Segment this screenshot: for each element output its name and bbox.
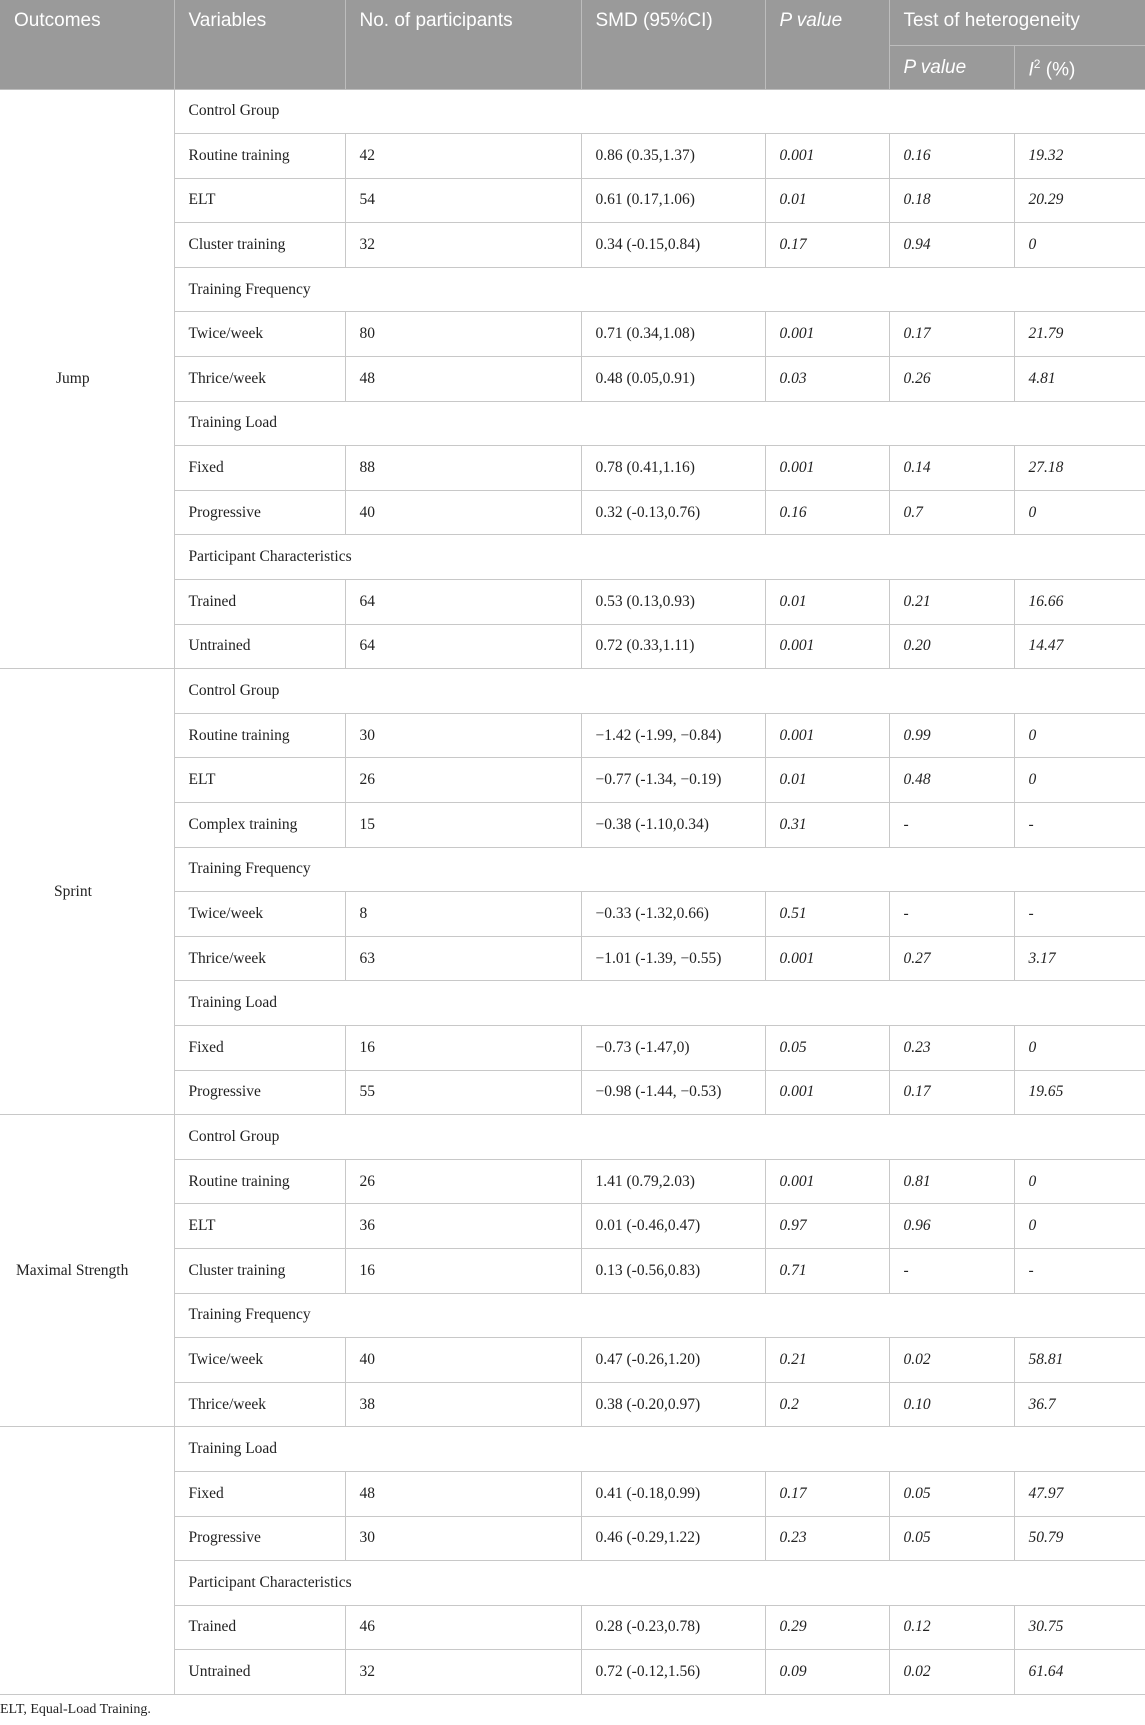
het-p-value-cell: 0.14: [889, 446, 1014, 491]
header-i2: [1014, 45, 1145, 89]
het-p-value-cell: 0.23: [889, 1025, 1014, 1070]
participants-cell: 40: [345, 1338, 581, 1383]
het-p-value-cell: 0.18: [889, 178, 1014, 223]
section-label: Participant Characteristics: [174, 535, 1145, 580]
smd-cell: 0.78 (0.41,1.16): [581, 446, 765, 491]
outcome-cell-maximal-strength: [0, 1115, 174, 1427]
p-value-cell: 0.09: [765, 1650, 889, 1695]
variable-cell: ELT: [174, 1204, 345, 1249]
i2-cell: 50.79: [1014, 1516, 1145, 1561]
i2-cell: 0: [1014, 1025, 1145, 1070]
section-row: [0, 89, 1145, 134]
p-value-cell: 0.17: [765, 1471, 889, 1516]
p-value-cell: 0.2: [765, 1382, 889, 1427]
i2-cell: 0: [1014, 1159, 1145, 1204]
participants-cell: 48: [345, 1471, 581, 1516]
participants-cell: 42: [345, 134, 581, 179]
variable-cell: Complex training: [174, 803, 345, 848]
het-p-value-cell: 0.21: [889, 580, 1014, 625]
participants-cell: 8: [345, 892, 581, 937]
smd-cell: 0.41 (-0.18,0.99): [581, 1471, 765, 1516]
smd-cell: −1.42 (-1.99, −0.84): [581, 713, 765, 758]
smd-cell: −0.38 (-1.10,0.34): [581, 803, 765, 848]
participants-cell: 88: [345, 446, 581, 491]
i2-cell: 19.32: [1014, 134, 1145, 179]
p-value-cell: 0.001: [765, 713, 889, 758]
het-p-value-cell: 0.96: [889, 1204, 1014, 1249]
header-outcomes: Outcomes: [0, 0, 174, 89]
outcome-label-maximal-strength: Maximal Strength: [16, 1261, 129, 1279]
p-value-cell: 0.001: [765, 446, 889, 491]
i2-cell: 16.66: [1014, 580, 1145, 625]
i2-cell: 47.97: [1014, 1471, 1145, 1516]
variable-cell: Routine training: [174, 134, 345, 179]
section-label: Control Group: [174, 669, 1145, 714]
section-label: Training Frequency: [174, 847, 1145, 892]
variable-cell: Cluster training: [174, 1248, 345, 1293]
header-smd: SMD (95%CI): [581, 0, 765, 89]
p-value-cell: 0.001: [765, 624, 889, 669]
i2-cell: 36.7: [1014, 1382, 1145, 1427]
section-label: Control Group: [174, 89, 1145, 134]
participants-cell: 54: [345, 178, 581, 223]
p-value-cell: 0.001: [765, 312, 889, 357]
participants-cell: 15: [345, 803, 581, 848]
outcome-label-jump: Jump: [56, 369, 90, 387]
participants-cell: 46: [345, 1605, 581, 1650]
header-p-value-text: P value: [779, 10, 843, 31]
p-value-cell: 0.01: [765, 580, 889, 625]
smd-cell: 0.34 (-0.15,0.84): [581, 223, 765, 268]
smd-cell: 0.53 (0.13,0.93): [581, 580, 765, 625]
i2-cell: 27.18: [1014, 446, 1145, 491]
i2-cell: -: [1014, 1248, 1145, 1293]
p-value-cell: 0.97: [765, 1204, 889, 1249]
i2-cell: -: [1014, 892, 1145, 937]
outcome-cell-blank: [0, 1427, 174, 1695]
section-label: Participant Characteristics: [174, 1561, 1145, 1606]
p-value-cell: 0.01: [765, 178, 889, 223]
participants-cell: 30: [345, 713, 581, 758]
variable-cell: Twice/week: [174, 892, 345, 937]
het-p-value-cell: -: [889, 892, 1014, 937]
section-row: [0, 1427, 1145, 1472]
p-value-cell: 0.23: [765, 1516, 889, 1561]
het-p-value-cell: 0.99: [889, 713, 1014, 758]
p-value-cell: 0.001: [765, 936, 889, 981]
p-value-cell: 0.71: [765, 1248, 889, 1293]
section-label: Training Load: [174, 981, 1145, 1026]
smd-cell: 0.61 (0.17,1.06): [581, 178, 765, 223]
het-p-value-cell: -: [889, 803, 1014, 848]
table-header: [0, 0, 1145, 89]
participants-cell: 36: [345, 1204, 581, 1249]
variable-cell: Untrained: [174, 1650, 345, 1695]
het-p-value-cell: 0.81: [889, 1159, 1014, 1204]
smd-cell: −0.73 (-1.47,0): [581, 1025, 765, 1070]
i2-cell: -: [1014, 803, 1145, 848]
participants-cell: 16: [345, 1025, 581, 1070]
participants-cell: 38: [345, 1382, 581, 1427]
participants-cell: 55: [345, 1070, 581, 1115]
i2-cell: 0: [1014, 490, 1145, 535]
smd-cell: 0.72 (0.33,1.11): [581, 624, 765, 669]
het-p-value-cell: 0.20: [889, 624, 1014, 669]
section-row: [0, 669, 1145, 714]
variable-cell: Trained: [174, 580, 345, 625]
variable-cell: Trained: [174, 1605, 345, 1650]
het-p-value-cell: 0.94: [889, 223, 1014, 268]
het-p-value-cell: 0.10: [889, 1382, 1014, 1427]
variable-cell: Routine training: [174, 1159, 345, 1204]
smd-cell: 0.71 (0.34,1.08): [581, 312, 765, 357]
p-value-cell: 0.001: [765, 134, 889, 179]
variable-cell: ELT: [174, 178, 345, 223]
p-value-cell: 0.001: [765, 1159, 889, 1204]
table-footnote: ELT, Equal-Load Training.: [0, 1702, 151, 1717]
smd-cell: 0.72 (-0.12,1.56): [581, 1650, 765, 1695]
smd-cell: −0.33 (-1.32,0.66): [581, 892, 765, 937]
variable-cell: Progressive: [174, 1070, 345, 1115]
variable-cell: Thrice/week: [174, 936, 345, 981]
section-label: Training Frequency: [174, 267, 1145, 312]
i2-cell: 20.29: [1014, 178, 1145, 223]
smd-cell: 0.38 (-0.20,0.97): [581, 1382, 765, 1427]
section-row: [0, 1115, 1145, 1160]
p-value-cell: 0.001: [765, 1070, 889, 1115]
i2-cell: 14.47: [1014, 624, 1145, 669]
smd-cell: −0.98 (-1.44, −0.53): [581, 1070, 765, 1115]
participants-cell: 64: [345, 580, 581, 625]
variable-cell: Thrice/week: [174, 357, 345, 402]
variable-cell: Fixed: [174, 446, 345, 491]
het-p-value-cell: 0.05: [889, 1471, 1014, 1516]
participants-cell: 32: [345, 223, 581, 268]
table-body: [0, 89, 1145, 1694]
i2-cell: 4.81: [1014, 357, 1145, 402]
het-p-value-cell: 0.17: [889, 312, 1014, 357]
het-p-value-cell: 0.16: [889, 134, 1014, 179]
p-value-cell: 0.01: [765, 758, 889, 803]
het-p-value-cell: 0.02: [889, 1650, 1014, 1695]
participants-cell: 64: [345, 624, 581, 669]
het-p-value-cell: 0.05: [889, 1516, 1014, 1561]
i2-cell: 0: [1014, 713, 1145, 758]
i2-cell: 0: [1014, 1204, 1145, 1249]
outcome-label-sprint: Sprint: [54, 882, 92, 900]
participants-cell: 26: [345, 1159, 581, 1204]
het-p-value-cell: 0.02: [889, 1338, 1014, 1383]
header-p-value: [765, 0, 889, 89]
header-variables: Variables: [174, 0, 345, 89]
participants-cell: 30: [345, 1516, 581, 1561]
i2-cell: 3.17: [1014, 936, 1145, 981]
smd-cell: 0.32 (-0.13,0.76): [581, 490, 765, 535]
section-label: Training Frequency: [174, 1293, 1145, 1338]
variable-cell: Routine training: [174, 713, 345, 758]
smd-cell: 0.28 (-0.23,0.78): [581, 1605, 765, 1650]
i2-cell: 58.81: [1014, 1338, 1145, 1383]
variable-cell: Thrice/week: [174, 1382, 345, 1427]
participants-cell: 80: [345, 312, 581, 357]
p-value-cell: 0.29: [765, 1605, 889, 1650]
smd-cell: 0.48 (0.05,0.91): [581, 357, 765, 402]
header-i2-letter: I: [1028, 58, 1034, 80]
outcome-cell-jump: [0, 89, 174, 669]
smd-cell: −0.77 (-1.34, −0.19): [581, 758, 765, 803]
het-p-value-cell: 0.48: [889, 758, 1014, 803]
section-label: Training Load: [174, 1427, 1145, 1472]
p-value-cell: 0.31: [765, 803, 889, 848]
header-het-p-value: [889, 45, 1014, 89]
participants-cell: 63: [345, 936, 581, 981]
smd-cell: 0.86 (0.35,1.37): [581, 134, 765, 179]
het-p-value-cell: 0.27: [889, 936, 1014, 981]
het-p-value-cell: 0.26: [889, 357, 1014, 402]
i2-cell: 0: [1014, 223, 1145, 268]
header-het-p-value-text: P value: [903, 56, 967, 78]
participants-cell: 48: [345, 357, 581, 402]
variable-cell: Twice/week: [174, 1338, 345, 1383]
i2-cell: 61.64: [1014, 1650, 1145, 1695]
header-i2-unit: (%): [1040, 58, 1076, 80]
smd-cell: 0.01 (-0.46,0.47): [581, 1204, 765, 1249]
participants-cell: 16: [345, 1248, 581, 1293]
i2-cell: 19.65: [1014, 1070, 1145, 1115]
header-i2-sup: 2: [1033, 56, 1041, 71]
variable-cell: Fixed: [174, 1025, 345, 1070]
variable-cell: Progressive: [174, 1516, 345, 1561]
section-label: Training Load: [174, 401, 1145, 446]
smd-cell: 1.41 (0.79,2.03): [581, 1159, 765, 1204]
section-label: Control Group: [174, 1115, 1145, 1160]
p-value-cell: 0.17: [765, 223, 889, 268]
i2-cell: 0: [1014, 758, 1145, 803]
participants-cell: 40: [345, 490, 581, 535]
variable-cell: Progressive: [174, 490, 345, 535]
variable-cell: Untrained: [174, 624, 345, 669]
smd-cell: 0.13 (-0.56,0.83): [581, 1248, 765, 1293]
header-heterogeneity: Test of heterogeneity: [889, 0, 1145, 45]
p-value-cell: 0.05: [765, 1025, 889, 1070]
smd-cell: −1.01 (-1.39, −0.55): [581, 936, 765, 981]
header-participants: No. of participants: [345, 0, 581, 89]
p-value-cell: 0.03: [765, 357, 889, 402]
het-p-value-cell: 0.17: [889, 1070, 1014, 1115]
het-p-value-cell: 0.12: [889, 1605, 1014, 1650]
i2-cell: 30.75: [1014, 1605, 1145, 1650]
variable-cell: Twice/week: [174, 312, 345, 357]
variable-cell: Cluster training: [174, 223, 345, 268]
het-p-value-cell: -: [889, 1248, 1014, 1293]
participants-cell: 32: [345, 1650, 581, 1695]
het-p-value-cell: 0.7: [889, 490, 1014, 535]
i2-cell: 21.79: [1014, 312, 1145, 357]
variable-cell: ELT: [174, 758, 345, 803]
participants-cell: 26: [345, 758, 581, 803]
p-value-cell: 0.51: [765, 892, 889, 937]
smd-cell: 0.46 (-0.29,1.22): [581, 1516, 765, 1561]
smd-cell: 0.47 (-0.26,1.20): [581, 1338, 765, 1383]
variable-cell: Fixed: [174, 1471, 345, 1516]
p-value-cell: 0.16: [765, 490, 889, 535]
outcome-cell-sprint: [0, 669, 174, 1115]
p-value-cell: 0.21: [765, 1338, 889, 1383]
